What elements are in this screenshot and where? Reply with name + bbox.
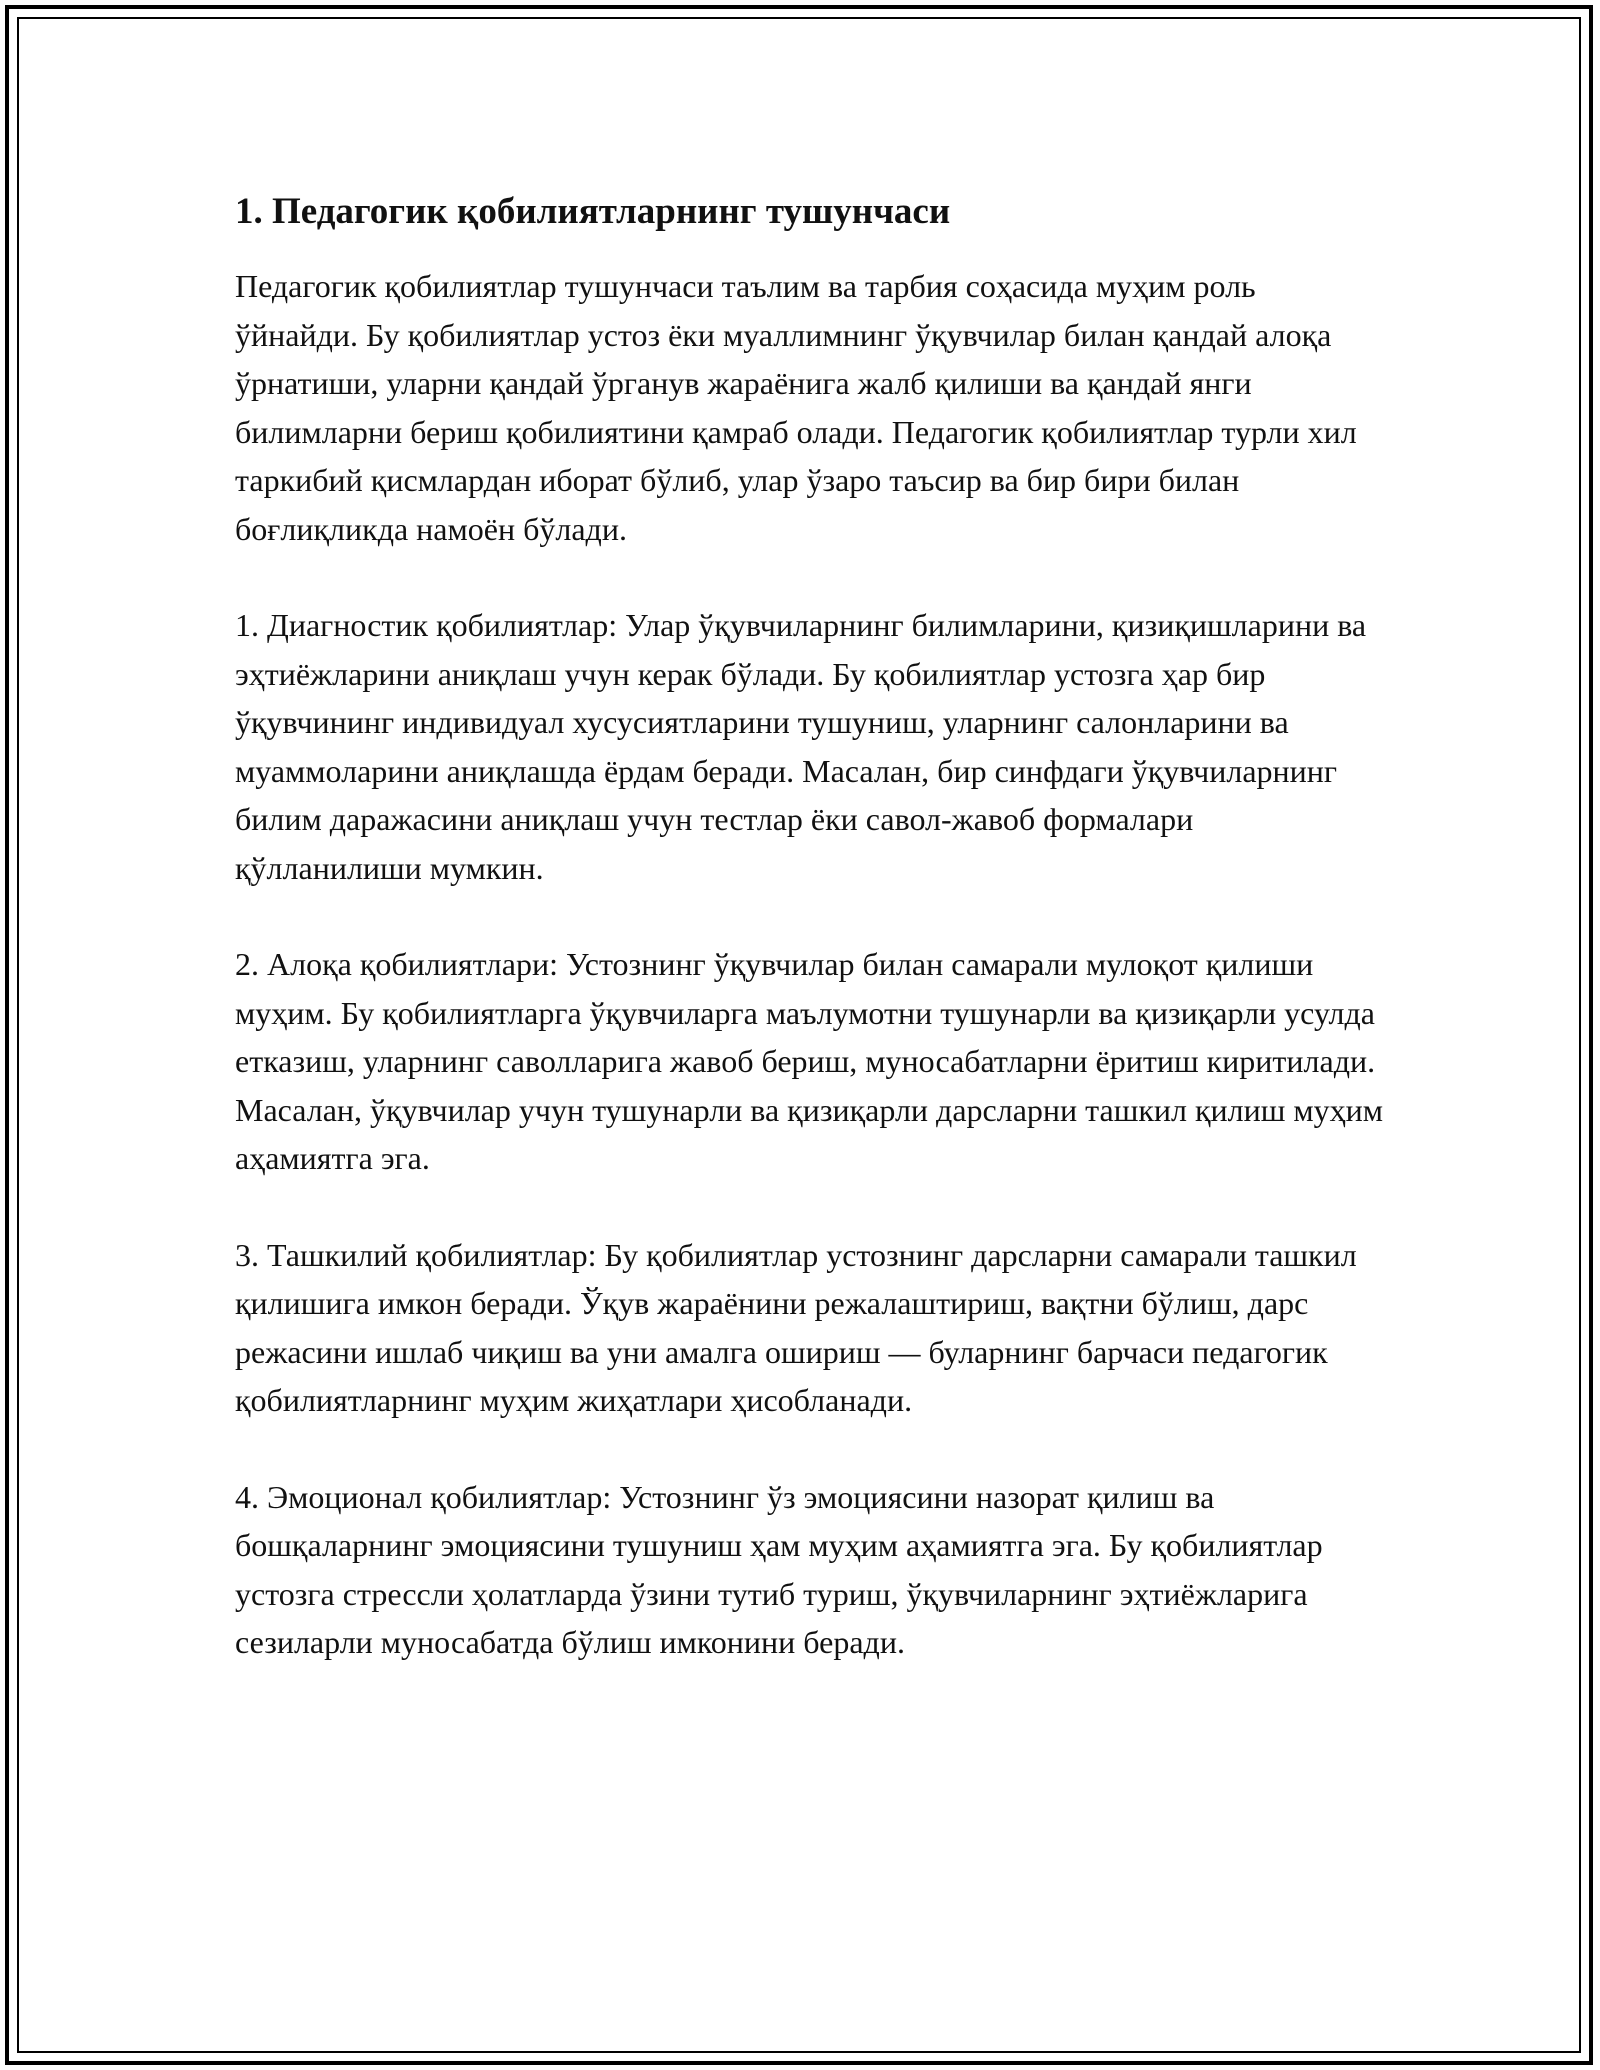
document-body xyxy=(235,188,1385,1667)
paragraph-diagnostic-abilities: 1. Диагностик қобилиятлар: Улар ўқувчиларнинг билимларини, қизиқишларини ва эҳтиёжларини аниқлаш учун керак бўлади. Бу қобилиятлар устозга ҳар бир ўқувчининг индивидуал хусусиятларини тушуниш, уларнинг салонларини ва муаммоларини аниқлашда ёрдам беради. Масалан, бир синфдаги ўқувчиларнинг билим даражасини аниқлаш учун тестлар ёки савол-жавоб формалари қўлланилиши мумкин. xyxy=(235,607,1367,886)
paragraph-communication-abilities: 2. Алоқа қобилиятлари: Устознинг ўқувчилар билан самарали мулоқот қилиши муҳим. Бу қобилиятларга ўқувчиларга маълумотни тушунарли ва қизиқарли усулда етказиш, уларнинг саволларига жавоб бериш, муносабатларни ёритиш киритилади. Масалан, ўқувчилар учун тушунарли ва қизиқарли дарсларни ташкил қилиш муҳим аҳамиятга эга. xyxy=(235,946,1384,1176)
paragraph-organizational-abilities: 3. Ташкилий қобилиятлар: Бу қобилиятлар устознинг дарсларни самарали ташкил қилишига имкон беради. Ўқув жараёнини режалаштириш, вақтни бўлиш, дарс режасини ишлаб чиқиш ва уни амалга ошириш — буларнинг барчаси педагогик қобилиятларнинг муҳим жиҳатлари ҳисобланади. xyxy=(235,1236,1357,1418)
paragraph-emotional-abilities: 4. Эмоционал қобилиятлар: Устознинг ўз эмоциясини назорат қилиш ва бошқаларнинг эмоциясини тушуниш ҳам муҳим аҳамиятга эга. Бу қобилиятлар устозга стрессли ҳолатларда ўзини тутиб туриш, ўқувчиларнинг эҳтиёжларига сезиларли муносабатда бўлиш имконини беради. xyxy=(235,1478,1323,1660)
intro-paragraph: Педагогик қобилиятлар тушунчаси таълим ва тарбия соҳасида муҳим роль ўйнайди. Бу қобилиятлар устоз ёки муаллимнинг ўқувчилар билан қандай алоқа ўрнатиши, уларни қандай ўрганув жараёнига жалб қилиши ва қандай янги билимларни бериш қобилиятини қамраб олади. Педагогик қобилиятлар турли хил таркибий қисмлардан иборат бўлиб, улар ўзаро таъсир ва бир бири билан боғлиқликда намоён бўлади. xyxy=(235,268,1357,547)
document-title: 1. Педагогик қобилиятларнинг тушунчаси xyxy=(235,191,951,232)
